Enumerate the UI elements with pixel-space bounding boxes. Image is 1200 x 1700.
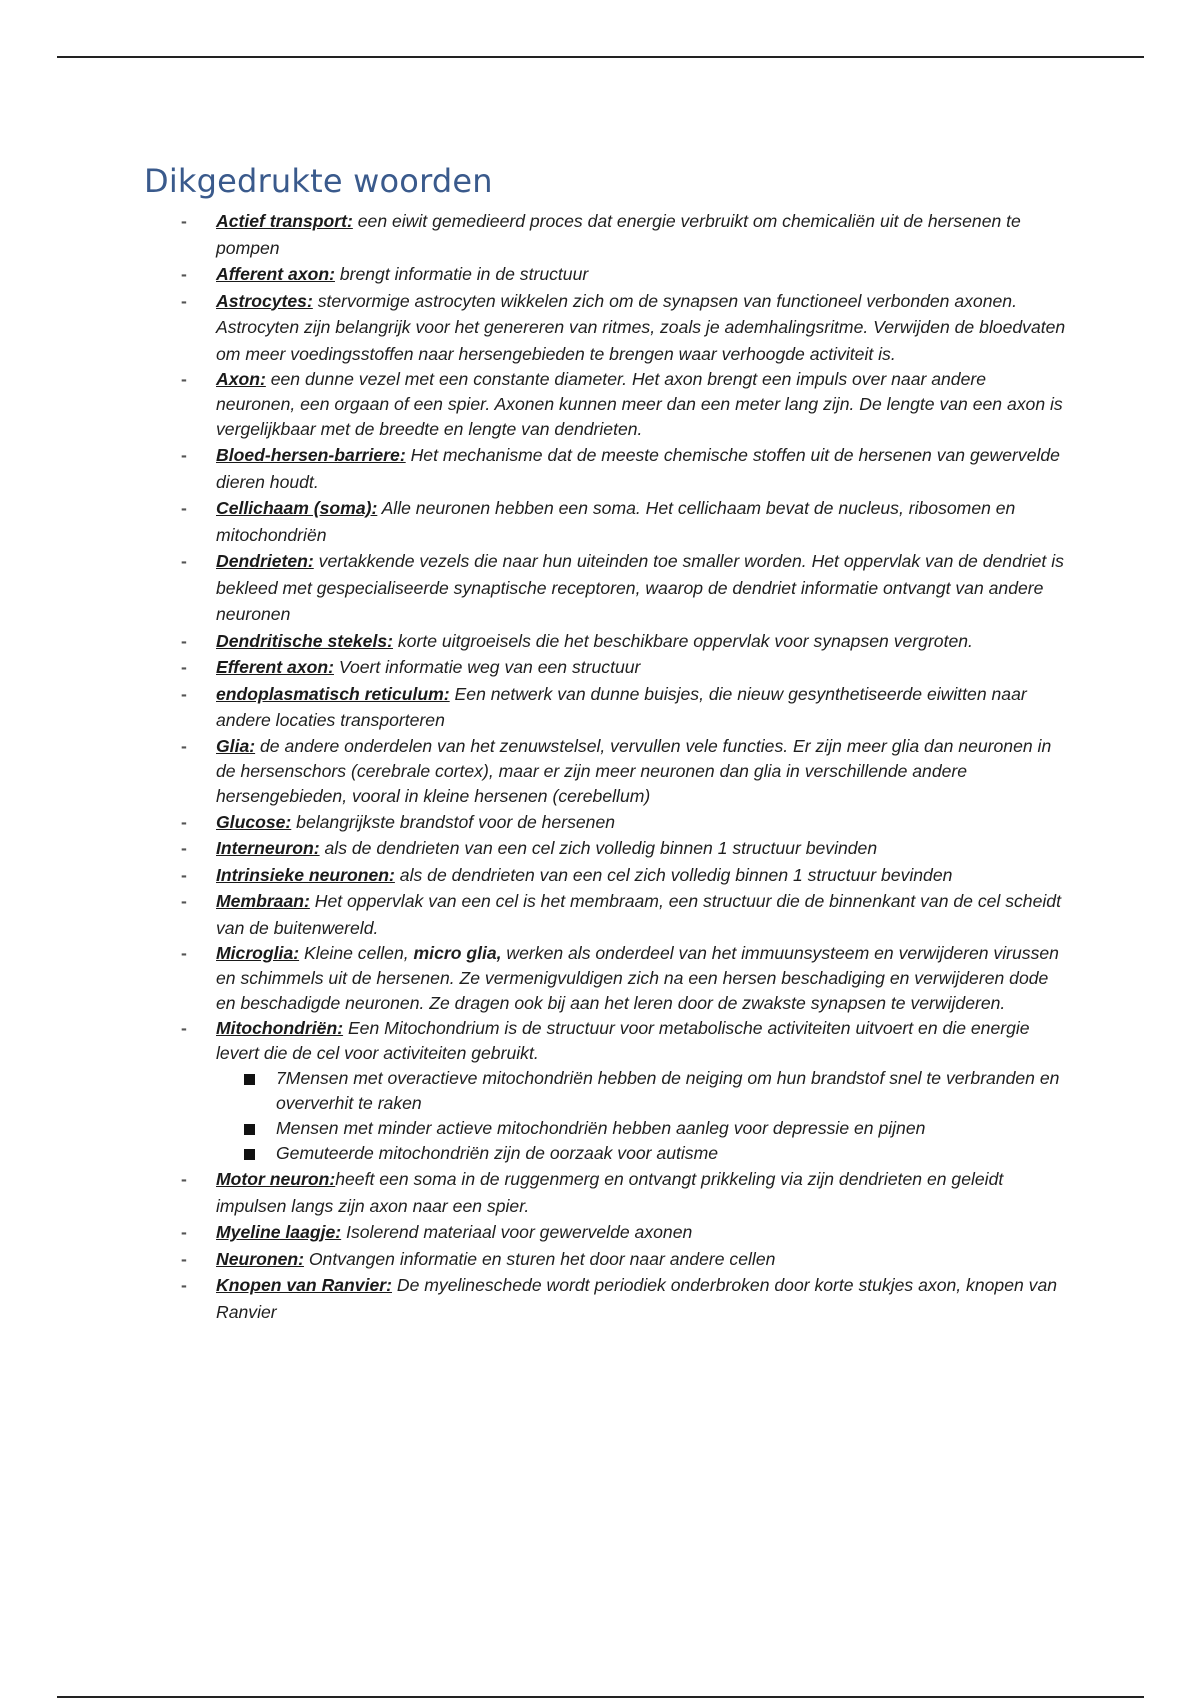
term-bloed-hersen-barriere [0,442,1200,495]
term-label: Glucose: [216,811,292,832]
bullet-dash: - [181,369,187,389]
term-definition: Het mechanisme dat de meeste chemische stoffen uit de hersenen van gewervelde dieren houdt. [216,445,1060,492]
term-definition: stervormige astrocyten wikkelen zich om de synapsen van functioneel verbonden axonen. Astrocyten zijn belangrijk voor het genereren van ritmes, zoals je ademhalingsritme. Verwijden de bloedvaten om meer voedingsstoffen naar hersengebieden te brengen waar verhoogde activiteit is. [216,290,1066,364]
bullet-dash: - [181,943,187,963]
term-astrocytes [0,288,1200,368]
term-label: Efferent axon: [216,657,334,677]
square-bullet-icon [244,1149,255,1160]
bullet-dash: - [181,657,187,677]
square-bullet-icon [244,1074,255,1085]
bullet-dash: - [181,290,187,311]
term-definition: Een Mitochondrium is de structuur voor metabolische activiteiten uitvoert en die energie levert die de cel voor activiteiten gebruikt. [216,1018,1030,1063]
term-label: Axon: [216,369,266,389]
sub-bullet-item [212,1116,1070,1141]
term-definition: als de dendrieten van een cel zich volledig binnen 1 structuur bevinden [319,838,878,858]
bullet-dash: - [181,683,187,704]
term-definition: heeft een soma in de ruggenmerg en ontvangt prikkeling via zijn dendrieten en geleidt impulsen langs zijn axon naar een spier. [216,1169,1004,1216]
bullet-dash: - [181,211,187,231]
term-definition: als de dendrieten van een cel zich volledig binnen 1 structuur bevinden [394,864,953,885]
term-definition: Ontvangen informatie en sturen het door naar andere cellen [303,1248,776,1269]
bullet-dash: - [181,498,187,518]
bullet-dash: - [181,1222,187,1242]
term-definition-start: Kleine cellen, [299,943,414,963]
term-emphasis: micro glia, [413,943,502,963]
term-list [0,208,1200,1325]
term-label: Membraan: [216,891,310,911]
term-axon [0,367,1200,442]
term-label: Afferent axon: [216,264,335,284]
term-cellichaam [0,495,1200,548]
bullet-dash: - [181,1018,187,1038]
term-endoplasmatisch-reticulum [0,681,1200,734]
term-label: Dendritische stekels: [216,630,393,651]
header-rule [57,56,1144,58]
term-dendrieten [0,548,1200,628]
term-motor-neuron [0,1166,1200,1219]
sub-bullet-text: Mensen met minder actieve mitochondriën hebben aanleg voor depressie en pijnen [276,1118,926,1138]
term-definition: vertakkende vezels die naar hun uiteinden toe smaller worden. Het oppervlak van de dendriet is bekleed met gespecialiseerde synaptische receptoren, waarop de dendriet informatie ontvangt van andere neuronen [216,551,1064,624]
sub-bullet-item [212,1141,1070,1166]
term-myeline-laagje [0,1219,1200,1246]
term-mitochondrien [0,1016,1200,1166]
term-intrinsieke-neuronen [0,862,1200,889]
bullet-dash: - [181,445,187,465]
term-definition: korte uitgroeisels die het beschikbare oppervlak voor synapsen vergroten. [393,630,973,651]
term-label: Knopen van Ranvier: [216,1275,392,1295]
sub-bullet-text: Gemuteerde mitochondriën zijn de oorzaak voor autisme [276,1143,719,1163]
bullet-dash: - [181,551,187,571]
bullet-dash: - [181,1169,187,1189]
term-label: Microglia: [216,943,300,963]
square-bullet-icon [244,1124,255,1135]
page-title: Dikgedrukte woorden [144,162,493,200]
term-label: Astrocytes: [216,290,313,311]
term-afferent-axon [0,261,1200,288]
term-label: Mitochondriën: [216,1018,344,1038]
term-neuronen [0,1246,1200,1273]
term-definition-end: werken als onderdeel van het immuunsysteem en verwijderen virussen en schimmels uit de hersenen. Ze vermenigvuldigen zich na een hersen beschadiging en verwijderen dode en beschadigde neuronen. Ze dragen ook bij aan het leren door de zwakste synapsen te verwijderen. [216,943,1059,1013]
term-knopen-van-ranvier [0,1272,1200,1325]
bullet-dash: - [181,838,187,858]
term-label: Cellichaam (soma): [216,498,378,518]
term-definition: Voert informatie weg van een structuur [333,657,641,677]
bullet-dash: - [181,1275,187,1295]
term-definition: Alle neuronen hebben een soma. Het cellichaam bevat de nucleus, ribosomen en mitochondriën [216,498,1016,545]
term-label: Actief transport: [216,211,353,231]
term-label: Interneuron: [216,838,320,858]
term-interneuron [0,835,1200,862]
term-actief-transport [0,208,1200,261]
term-label: Neuronen: [216,1248,304,1269]
bullet-dash: - [181,864,187,885]
term-definition: een dunne vezel met een constante diameter. Het axon brengt een impuls over naar andere neuronen, een orgaan of een spier. Axonen kunnen meer dan een meter lang zijn. De lengte van een axon is vergelijkbaar met de breedte en lengte van dendrieten. [216,369,1063,439]
term-dendritische-stekels [0,628,1200,655]
term-label: Bloed-hersen-barriere: [216,445,406,465]
term-microglia [0,941,1200,1016]
bullet-dash: - [181,811,187,832]
term-definition: Isolerend materiaal voor gewervelde axonen [341,1222,693,1242]
bullet-dash: - [181,630,187,651]
term-definition: Een netwerk van dunne buisjes, die nieuw gesynthetiseerde eiwitten naar andere locaties transporteren [216,683,1027,730]
term-label: Intrinsieke neuronen: [216,864,395,885]
bullet-dash: - [181,1248,187,1269]
footer-rule [57,1696,1144,1698]
term-definition: brengt informatie in de structuur [334,264,589,284]
term-membraan [0,888,1200,941]
term-label: Myeline laagje: [216,1222,342,1242]
bullet-dash: - [181,891,187,911]
term-definition: De myelineschede wordt periodiek onderbroken door korte stukjes axon, knopen van Ranvier [216,1275,1058,1322]
bullet-dash: - [181,264,187,284]
term-label: endoplasmatisch reticulum: [216,683,450,704]
bullet-dash: - [181,735,187,756]
term-label: Glia: [216,735,256,756]
term-efferent-axon [0,654,1200,681]
term-label: Dendrieten: [216,551,314,571]
sub-bullet-list [216,1066,1070,1166]
term-glia [0,734,1200,809]
term-definition: belangrijkste brandstof voor de hersenen [291,811,616,832]
term-definition: de andere onderdelen van het zenuwstelsel, vervullen vele functies. Er zijn meer glia dan neuronen in de hersenschors (cerebrale cortex), maar er zijn meer neuronen dan glia in verschillende andere hersengebieden, vooral in kleine hersenen (cerebellum) [216,735,1052,806]
term-glucose [0,809,1200,836]
sub-bullet-text: 7Mensen met overactieve mitochondriën hebben de neiging om hun brandstof snel te verbranden en oververhit te raken [276,1068,1060,1113]
term-definition: een eiwit gemedieerd proces dat energie verbruikt om chemicaliën uit de hersenen te pompen [216,211,1021,258]
sub-bullet-item [212,1066,1070,1116]
term-label: Motor neuron: [216,1169,336,1189]
term-definition: Het oppervlak van een cel is het membraam, een structuur die de binnenkant van de cel scheidt van de buitenwereld. [216,891,1061,938]
